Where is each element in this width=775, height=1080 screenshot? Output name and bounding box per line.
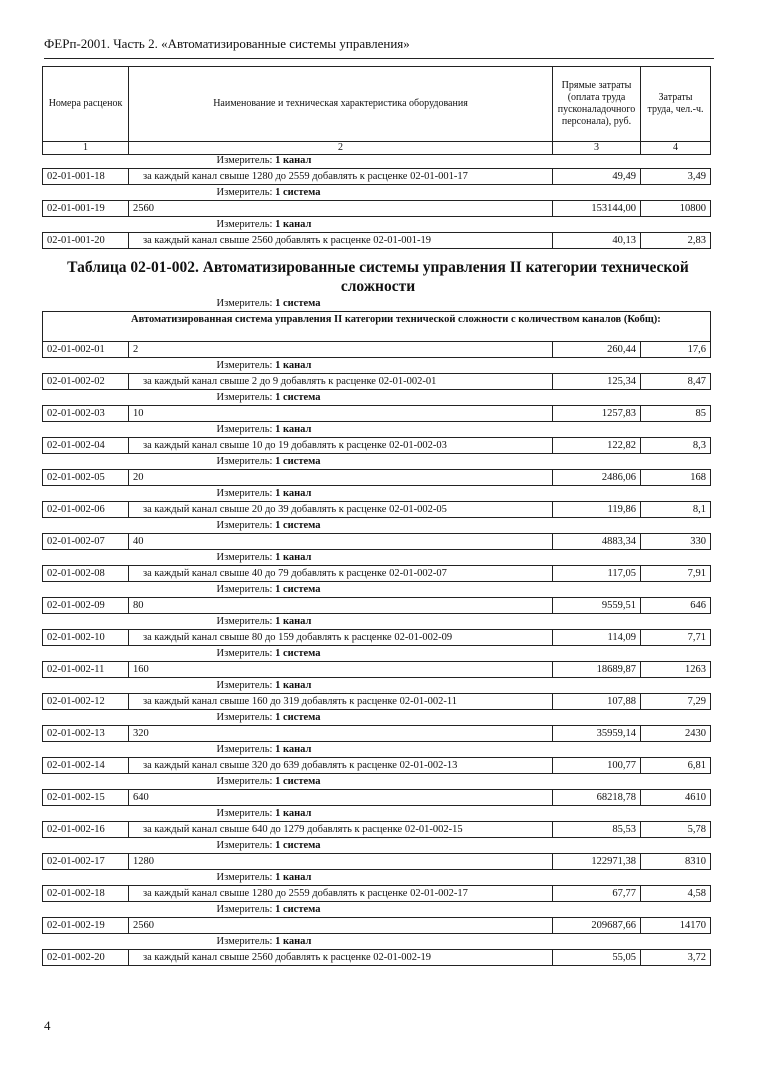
measure-unit: 1 канал <box>275 360 312 371</box>
equipment-name: 2560 <box>129 201 553 217</box>
measure-prefix: Измеритель: <box>216 744 276 755</box>
direct-cost: 40,13 <box>553 233 641 249</box>
labor-cost: 330 <box>641 534 711 550</box>
table-row <box>43 233 711 249</box>
column-number-4: 4 <box>641 142 711 155</box>
direct-cost: 114,09 <box>553 630 641 646</box>
equipment-name: 640 <box>129 790 553 806</box>
measure-row <box>43 614 711 630</box>
direct-cost: 107,88 <box>553 694 641 710</box>
labor-cost: 1263 <box>641 662 711 678</box>
measure-row <box>43 153 711 169</box>
equipment-name: 10 <box>129 406 553 422</box>
measure-prefix: Измеритель: <box>216 155 276 166</box>
measure-row <box>43 217 711 233</box>
measure-unit: 1 канал <box>275 680 312 691</box>
direct-cost: 49,49 <box>553 169 641 185</box>
measure-unit: 1 канал <box>275 616 312 627</box>
measure-label <box>129 550 711 566</box>
labor-cost: 5,78 <box>641 822 711 838</box>
measure-unit: 1 канал <box>275 936 312 947</box>
measure-row <box>43 934 711 950</box>
equipment-name: 2560 <box>129 918 553 934</box>
table-02-01-001-continuation <box>42 153 711 249</box>
column-number-2: 2 <box>129 142 553 155</box>
equipment-name: за каждый канал свыше 160 до 319 добавлять к расценке 02-01-002-11 <box>129 694 553 710</box>
measure-prefix: Измеритель: <box>216 424 276 435</box>
measure-row <box>43 518 711 534</box>
equipment-name: 40 <box>129 534 553 550</box>
measure-unit: 1 система <box>275 520 321 531</box>
measure-unit: 1 система <box>275 904 321 915</box>
rate-code: 02-01-002-09 <box>43 598 129 614</box>
table-row <box>43 438 711 454</box>
labor-cost: 3,49 <box>641 169 711 185</box>
table-row <box>43 694 711 710</box>
measure-unit: 1 канал <box>275 744 312 755</box>
measure-row <box>43 870 711 886</box>
table-row <box>43 534 711 550</box>
rate-code: 02-01-002-07 <box>43 534 129 550</box>
labor-cost: 17,6 <box>641 342 711 358</box>
measure-row <box>43 582 711 598</box>
equipment-name: 80 <box>129 598 553 614</box>
equipment-name: за каждый канал свыше 2560 добавлять к расценке 02-01-002-19 <box>129 950 553 966</box>
direct-cost: 4883,34 <box>553 534 641 550</box>
rate-code: 02-01-002-02 <box>43 374 129 390</box>
column-number-3: 3 <box>553 142 641 155</box>
equipment-name: за каждый канал свыше 20 до 39 добавлять к расценке 02-01-002-05 <box>129 502 553 518</box>
measure-row <box>43 902 711 918</box>
measure-label <box>129 358 711 374</box>
equipment-name: 160 <box>129 662 553 678</box>
measure-unit: 1 канал <box>275 488 312 499</box>
rate-code: 02-01-002-05 <box>43 470 129 486</box>
equipment-name: за каждый канал свыше 2 до 9 добавлять к расценке 02-01-002-01 <box>129 374 553 390</box>
labor-cost: 14170 <box>641 918 711 934</box>
rate-code: 02-01-002-11 <box>43 662 129 678</box>
measure-prefix: Измеритель: <box>216 219 276 230</box>
rate-code: 02-01-001-19 <box>43 201 129 217</box>
measure-row <box>43 296 711 312</box>
direct-cost: 119,86 <box>553 502 641 518</box>
rate-code: 02-01-002-10 <box>43 630 129 646</box>
measure-label <box>129 422 711 438</box>
equipment-name: за каждый канал свыше 320 до 639 добавлять к расценке 02-01-002-13 <box>129 758 553 774</box>
labor-cost: 8,47 <box>641 374 711 390</box>
labor-cost: 7,71 <box>641 630 711 646</box>
table-row <box>43 169 711 185</box>
measure-label <box>129 185 711 201</box>
measure-unit: 1 канал <box>275 808 312 819</box>
equipment-name: за каждый канал свыше 2560 добавлять к расценке 02-01-001-19 <box>129 233 553 249</box>
measure-row <box>43 774 711 790</box>
measure-unit: 1 система <box>275 712 321 723</box>
measure-prefix: Измеритель: <box>216 904 276 915</box>
rate-code: 02-01-002-12 <box>43 694 129 710</box>
measure-row <box>43 185 711 201</box>
direct-cost: 18689,87 <box>553 662 641 678</box>
measure-unit: 1 система <box>275 648 321 659</box>
measure-label <box>129 742 711 758</box>
measure-label <box>129 934 711 950</box>
measure-unit: 1 система <box>275 187 321 198</box>
direct-cost: 122971,38 <box>553 854 641 870</box>
labor-cost: 2,83 <box>641 233 711 249</box>
measure-label <box>129 902 711 918</box>
measure-prefix: Измеритель: <box>216 520 276 531</box>
measure-unit: 1 канал <box>275 155 312 166</box>
table-row <box>43 598 711 614</box>
rate-code: 02-01-002-01 <box>43 342 129 358</box>
equipment-name: за каждый канал свыше 1280 до 2559 добавлять к расценке 02-01-001-17 <box>129 169 553 185</box>
measure-row <box>43 806 711 822</box>
measure-row <box>43 838 711 854</box>
column-number-1: 1 <box>43 142 129 155</box>
measure-label <box>129 454 711 470</box>
measure-label <box>129 806 711 822</box>
measure-unit: 1 канал <box>275 424 312 435</box>
table-row <box>43 822 711 838</box>
table-row <box>43 758 711 774</box>
table-row <box>43 854 711 870</box>
measure-unit: 1 система <box>275 456 321 467</box>
direct-cost: 85,53 <box>553 822 641 838</box>
rate-code: 02-01-002-08 <box>43 566 129 582</box>
labor-cost: 646 <box>641 598 711 614</box>
direct-cost: 1257,83 <box>553 406 641 422</box>
direct-cost: 125,34 <box>553 374 641 390</box>
rate-code: 02-01-002-14 <box>43 758 129 774</box>
table-row <box>43 918 711 934</box>
measure-row <box>43 742 711 758</box>
measure-row <box>43 678 711 694</box>
measure-row <box>43 454 711 470</box>
measure-row <box>43 646 711 662</box>
measure-prefix: Измеритель: <box>216 616 276 627</box>
measure-prefix: Измеритель: <box>216 392 276 403</box>
measure-row <box>43 390 711 406</box>
rate-code: 02-01-002-13 <box>43 726 129 742</box>
labor-cost: 7,91 <box>641 566 711 582</box>
table-row <box>43 406 711 422</box>
measure-label <box>129 710 711 726</box>
measure-prefix: Измеритель: <box>216 712 276 723</box>
column-header-labor: Затраты труда, чел.-ч. <box>641 67 711 142</box>
measure-label <box>129 486 711 502</box>
table-row <box>43 201 711 217</box>
labor-cost: 85 <box>641 406 711 422</box>
labor-cost: 8310 <box>641 854 711 870</box>
measure-row <box>43 550 711 566</box>
measure-row <box>43 358 711 374</box>
page-number: 4 <box>44 1018 51 1033</box>
measure-label <box>129 678 711 694</box>
measure-row <box>43 486 711 502</box>
measure-prefix: Измеритель: <box>216 648 276 659</box>
table-row <box>43 886 711 902</box>
labor-cost: 6,81 <box>641 758 711 774</box>
labor-cost: 10800 <box>641 201 711 217</box>
column-header-code: Номера расценок <box>43 67 129 142</box>
equipment-name: за каждый канал свыше 1280 до 2559 добавлять к расценке 02-01-002-17 <box>129 886 553 902</box>
table-row <box>43 502 711 518</box>
measure-label <box>129 296 711 312</box>
measure-row <box>43 422 711 438</box>
table-row <box>43 630 711 646</box>
measure-prefix: Измеритель: <box>216 360 276 371</box>
rate-code: 02-01-002-06 <box>43 502 129 518</box>
direct-cost: 67,77 <box>553 886 641 902</box>
table-row <box>43 662 711 678</box>
measure-unit: 1 канал <box>275 552 312 563</box>
measure-prefix: Измеритель: <box>216 936 276 947</box>
labor-cost: 4610 <box>641 790 711 806</box>
rate-code: 02-01-001-18 <box>43 169 129 185</box>
table-02-01-002 <box>42 296 711 966</box>
rate-code: 02-01-002-03 <box>43 406 129 422</box>
labor-cost: 8,1 <box>641 502 711 518</box>
table-row <box>43 790 711 806</box>
measure-prefix: Измеритель: <box>216 776 276 787</box>
labor-cost: 3,72 <box>641 950 711 966</box>
equipment-name: 320 <box>129 726 553 742</box>
rate-code: 02-01-002-16 <box>43 822 129 838</box>
rate-code: 02-01-002-17 <box>43 854 129 870</box>
rate-code: 02-01-002-20 <box>43 950 129 966</box>
labor-cost: 8,3 <box>641 438 711 454</box>
measure-label <box>129 870 711 886</box>
table-row <box>43 470 711 486</box>
rate-code: 02-01-002-04 <box>43 438 129 454</box>
measure-unit: 1 система <box>275 392 321 403</box>
rate-code: 02-01-001-20 <box>43 233 129 249</box>
column-header-table <box>42 66 711 155</box>
direct-cost: 117,05 <box>553 566 641 582</box>
measure-label <box>129 838 711 854</box>
equipment-name: 20 <box>129 470 553 486</box>
rate-code: 02-01-002-15 <box>43 790 129 806</box>
labor-cost: 4,58 <box>641 886 711 902</box>
measure-unit: 1 система <box>275 840 321 851</box>
equipment-name: 1280 <box>129 854 553 870</box>
direct-cost: 9559,51 <box>553 598 641 614</box>
measure-label <box>129 614 711 630</box>
equipment-name: за каждый канал свыше 640 до 1279 добавлять к расценке 02-01-002-15 <box>129 822 553 838</box>
table-02-01-002-title: Таблица 02-01-002. Автоматизированные системы управления II категории технической сложности <box>67 259 689 295</box>
measure-prefix: Измеритель: <box>216 456 276 467</box>
direct-cost: 209687,66 <box>553 918 641 934</box>
measure-label <box>129 390 711 406</box>
direct-cost: 55,05 <box>553 950 641 966</box>
equipment-name: 2 <box>129 342 553 358</box>
direct-cost: 35959,14 <box>553 726 641 742</box>
measure-prefix: Измеритель: <box>216 840 276 851</box>
measure-prefix: Измеритель: <box>216 808 276 819</box>
measure-unit: 1 канал <box>275 872 312 883</box>
measure-row <box>43 710 711 726</box>
page-header: ФЕРп-2001. Часть 2. «Автоматизированные системы управления» <box>44 36 714 59</box>
measure-unit: 1 система <box>275 298 321 309</box>
direct-cost: 68218,78 <box>553 790 641 806</box>
measure-prefix: Измеритель: <box>216 680 276 691</box>
labor-cost: 7,29 <box>641 694 711 710</box>
direct-cost: 260,44 <box>553 342 641 358</box>
section-heading: Автоматизированная система управления II категории технической сложности с количеством каналов (Кобщ): <box>43 312 711 342</box>
column-header-cost: Прямые затраты (оплата труда пусконаладочного персонала), руб. <box>553 67 641 142</box>
measure-unit: 1 система <box>275 776 321 787</box>
equipment-name: за каждый канал свыше 40 до 79 добавлять к расценке 02-01-002-07 <box>129 566 553 582</box>
direct-cost: 2486,06 <box>553 470 641 486</box>
table-row <box>43 726 711 742</box>
rate-code: 02-01-002-19 <box>43 918 129 934</box>
direct-cost: 122,82 <box>553 438 641 454</box>
measure-label <box>129 582 711 598</box>
measure-label <box>129 774 711 790</box>
measure-label <box>129 153 711 169</box>
table-row <box>43 342 711 358</box>
measure-unit: 1 канал <box>275 219 312 230</box>
column-header-name: Наименование и техническая характеристика оборудования <box>129 67 553 142</box>
measure-prefix: Измеритель: <box>216 584 276 595</box>
direct-cost: 100,77 <box>553 758 641 774</box>
measure-prefix: Измеритель: <box>216 298 276 309</box>
table-row <box>43 950 711 966</box>
measure-prefix: Измеритель: <box>216 187 276 198</box>
measure-label <box>129 646 711 662</box>
measure-prefix: Измеритель: <box>216 552 276 563</box>
labor-cost: 2430 <box>641 726 711 742</box>
table-row <box>43 374 711 390</box>
measure-prefix: Измеритель: <box>216 872 276 883</box>
rate-code: 02-01-002-18 <box>43 886 129 902</box>
equipment-name: за каждый канал свыше 10 до 19 добавлять к расценке 02-01-002-03 <box>129 438 553 454</box>
measure-label <box>129 217 711 233</box>
measure-prefix: Измеритель: <box>216 488 276 499</box>
section-heading-row <box>43 312 711 342</box>
table-row <box>43 566 711 582</box>
measure-unit: 1 система <box>275 584 321 595</box>
direct-cost: 153144,00 <box>553 201 641 217</box>
measure-label <box>129 518 711 534</box>
equipment-name: за каждый канал свыше 80 до 159 добавлять к расценке 02-01-002-09 <box>129 630 553 646</box>
labor-cost: 168 <box>641 470 711 486</box>
